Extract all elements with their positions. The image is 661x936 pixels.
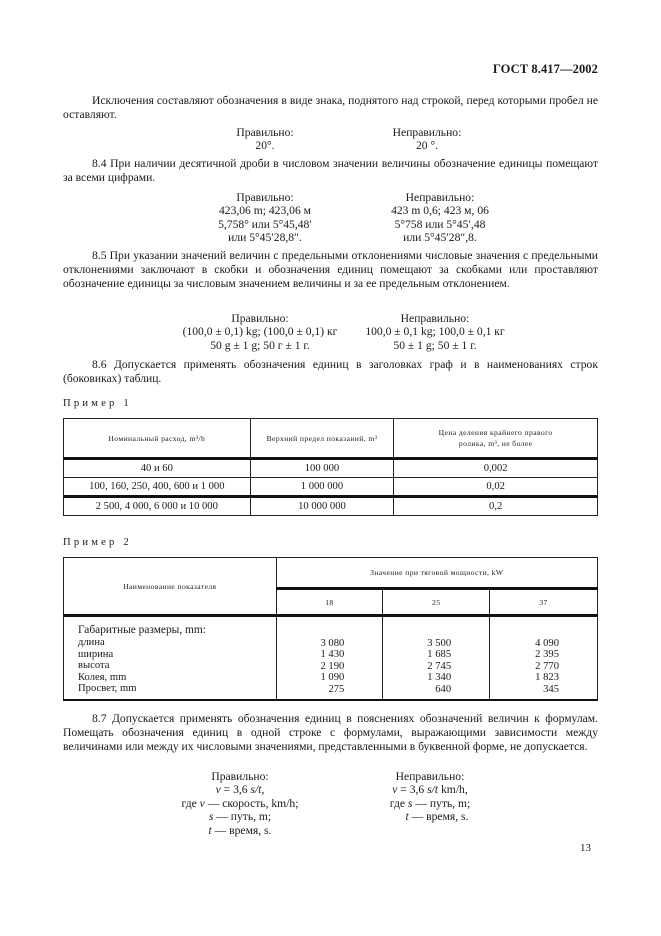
example-line: 5,758° или 5°45,48′: [218, 217, 312, 231]
value: 2 745: [427, 660, 452, 672]
var: s: [407, 796, 413, 810]
paragraph-text: Исключения составляют обозначения в виде знака, поднятого над строкой, перед которыми пробел не оставляют.: [63, 94, 598, 122]
correct-label: Правильно:: [236, 191, 294, 204]
paragraph-8-4: [63, 157, 598, 185]
column-header: Цена деления крайнего правого ролика, m³, не более: [394, 419, 598, 459]
table-cell: 1 000 000: [250, 478, 394, 497]
incorrect-example-intro: [352, 126, 502, 153]
var: v: [392, 783, 398, 797]
incorrect-example-8-5: [320, 312, 550, 352]
table-cell: 2 500, 4 000, 6 000 и 10 000: [64, 497, 251, 516]
value: 3 500: [427, 638, 452, 649]
value: 2 770: [535, 660, 559, 672]
formula-line: [350, 783, 510, 796]
paragraph-exceptions: [63, 94, 598, 122]
explanation-line: [150, 824, 330, 837]
example-1-table: [63, 418, 598, 516]
incorrect-label: Неправильно:: [395, 770, 465, 783]
text: — путь, m;: [412, 796, 471, 810]
correct-label: Правильно:: [236, 126, 294, 139]
value: 3 080: [320, 638, 345, 649]
paragraph-text: 8.5 При указании значений величин с предельными отклонениями числовые значения с предельными отклонениями заключают в скобки и обозначения единиц помещают за скобками или проставляют обозначение единицы за числовым значением величины и за ее предельным отклонением.: [63, 249, 598, 291]
table-header-row: [64, 419, 598, 459]
value: 1 685: [427, 649, 452, 661]
column-header-power: 18: [276, 589, 383, 616]
column-header: Верхний предел показаний, m³: [250, 419, 394, 459]
table-cell: 10 000 000: [250, 497, 394, 516]
value: 640: [435, 683, 452, 695]
values-cell-37: [490, 616, 598, 701]
formula-line: [150, 783, 330, 796]
text: — путь, m;: [213, 810, 272, 824]
var: t: [208, 823, 212, 837]
text: = 3,6: [397, 783, 428, 797]
incorrect-example-8-7: [350, 770, 510, 824]
text: — время, s.: [408, 810, 469, 824]
example-line: 50 g ± 1 g; 50 г ± 1 г.: [210, 338, 310, 352]
correct-label: Правильно:: [211, 770, 269, 783]
explanation-line: [150, 810, 330, 823]
row-labels-cell: [64, 616, 277, 701]
var: s/t: [250, 783, 262, 797]
example-2-label: Пример 2: [63, 537, 132, 548]
table-row: [64, 459, 598, 478]
values-cell-18: [276, 616, 383, 701]
correct-example-intro: [195, 126, 335, 153]
example-line: 20°.: [255, 139, 275, 153]
text: — время, s.: [211, 823, 272, 837]
row-label: длина: [78, 637, 105, 649]
paragraph-text: 8.4 При наличии десятичной дроби в числовом значении величины обозначение единицы помещают за всеми цифрами.: [63, 157, 598, 185]
value: 1 090: [320, 672, 345, 684]
example-line: или 5°45′28″,8.: [403, 231, 477, 245]
text: ,: [261, 783, 265, 797]
text: — скорость, km/h;: [204, 796, 299, 810]
table-cell: 0,2: [394, 497, 598, 516]
text: где: [181, 796, 200, 810]
table-cell: 100, 160, 250, 400, 600 и 1 000: [64, 478, 251, 497]
value: 275: [328, 683, 345, 695]
example-line: 100,0 ± 0,1 kg; 100,0 ± 0,1 кг: [365, 325, 505, 339]
table-row: [64, 478, 598, 497]
value: 345: [543, 683, 559, 695]
explanation-line: [350, 797, 510, 810]
paragraph-8-7: [63, 712, 598, 755]
explanation-line: [350, 810, 510, 823]
correct-label: Правильно:: [231, 312, 289, 325]
var: v: [199, 796, 205, 810]
example-line: 423,06 m; 423,06 м: [218, 204, 312, 218]
text: = 3,6: [220, 783, 251, 797]
values-cell-25: [383, 616, 490, 701]
table-header-row: [64, 558, 598, 589]
paragraph-text: 8.6 Допускается применять обозначения единиц в заголовках граф и в наименованиях строк (боковиках) таблиц.: [63, 358, 598, 386]
value: 2 190: [320, 660, 345, 672]
example-1-label: Пример 1: [63, 398, 132, 409]
example-line: 20 °.: [415, 139, 439, 153]
explanation-line: [150, 797, 330, 810]
column-group-header: Значение при тяговой мощности, kW: [276, 558, 597, 589]
row-label: высота: [78, 660, 110, 672]
value: 2 395: [535, 649, 559, 661]
table-cell: 0,002: [394, 459, 598, 478]
example-line: 5°758 или 5°45′,48: [394, 217, 486, 231]
value: 4 090: [535, 638, 559, 649]
text: где: [389, 796, 408, 810]
var: t: [405, 810, 409, 824]
example-line: (100,0 ± 0,1) kg; (100,0 ± 0,1) кг: [182, 325, 338, 339]
table-cell: 40 и 60: [64, 459, 251, 478]
value: 1 430: [320, 649, 345, 661]
table-row: [64, 497, 598, 516]
incorrect-example-8-4: [335, 191, 545, 245]
var: s: [208, 810, 214, 824]
value: 1 823: [535, 672, 559, 684]
row-label: ширина: [78, 648, 114, 660]
incorrect-label: Неправильно:: [392, 126, 462, 139]
incorrect-label: Неправильно:: [400, 312, 470, 325]
table-cell: 100 000: [250, 459, 394, 478]
row-label: Колея, mm: [78, 671, 127, 683]
table-body-row: [64, 616, 598, 701]
example-line: 50 ± 1 g; 50 ± 1 г.: [393, 338, 477, 352]
column-header-power: 37: [490, 589, 598, 616]
column-header-name: Наименование показателя: [64, 558, 277, 616]
column-header: Номинальный расход, m³/h: [64, 419, 251, 459]
column-header-power: 25: [383, 589, 490, 616]
row-group-title: Габаритные размеры, mm:: [78, 624, 206, 636]
value: 1 340: [427, 672, 452, 684]
incorrect-label: Неправильно:: [405, 191, 475, 204]
example-line: или 5°45′28,8″.: [228, 231, 302, 245]
paragraph-text: 8.7 Допускается применять обозначения единиц в пояснениях обозначений величин к формулам. Помещать обозначения единиц в одной строке с формулами, выражающими зависимости между величинами или между их числовыми значениями, представленными в буквенной форме, не допускается.: [63, 712, 598, 754]
paragraph-8-6: [63, 358, 598, 386]
document-id-header: ГОСТ 8.417—2002: [492, 62, 598, 76]
example-2-table: [63, 557, 598, 701]
text: km/h,: [438, 783, 468, 797]
correct-example-8-7: [150, 770, 330, 837]
example-line: 423 m 0,6; 423 м, 06: [391, 204, 489, 218]
table-cell: 0,02: [394, 478, 598, 497]
paragraph-8-5: [63, 249, 598, 292]
page-number: 13: [580, 842, 591, 854]
var: s/t: [427, 783, 439, 797]
row-label: Просвет, mm: [78, 683, 137, 695]
var: v: [215, 783, 221, 797]
